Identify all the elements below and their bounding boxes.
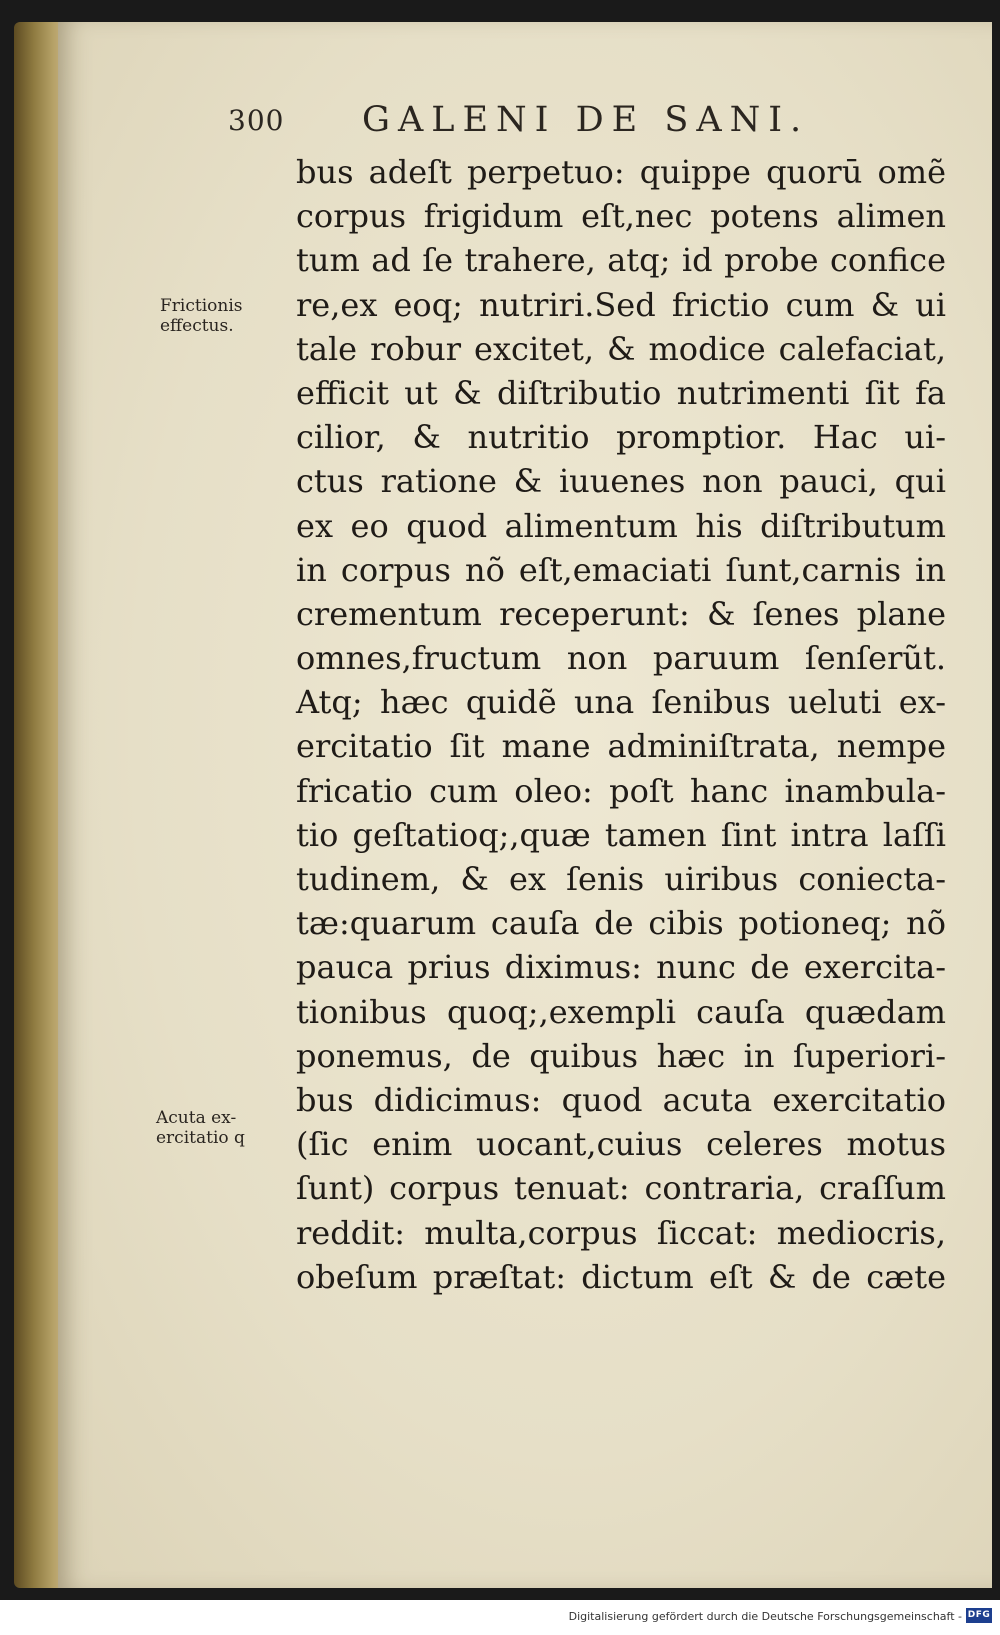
body-line: corpus frigidum eſt,nec potens alimen bbox=[296, 197, 946, 236]
body-line: bus adeſt perpetuo: quippe quorū omẽ bbox=[296, 153, 946, 191]
body-line: tæ:quarum cauſa de cibis potioneq; nõ bbox=[296, 904, 946, 943]
body-line: ponemus, de quibus hæc in ſuperiori- bbox=[296, 1036, 946, 1075]
running-head bbox=[228, 100, 928, 150]
body-line: cilior, & nutritio promptior. Hac ui- bbox=[296, 418, 946, 457]
body-line: in corpus nõ eſt,emaciati ſunt,carnis in bbox=[296, 550, 946, 589]
body-line: fricatio cum oleo: poſt hanc inambula- bbox=[296, 771, 946, 810]
body-line: re,ex eoq; nutriri.Sed frictio cum & ui bbox=[296, 285, 946, 324]
body-line: tum ad ſe trahere, atq; id probe confice bbox=[296, 241, 946, 280]
marginal-note-acuta bbox=[156, 1108, 245, 1148]
running-title: GALENI DE SANI. bbox=[362, 100, 810, 140]
body-line: crementum receperunt: & ſenes plane bbox=[296, 594, 946, 633]
footer-strip bbox=[0, 1600, 1000, 1635]
page-number: 300 bbox=[228, 104, 285, 137]
funding-credit: Digitalisierung gefördert durch die Deutsche Forschungsgemeinschaft - bbox=[568, 1610, 962, 1623]
body-line: tudinem, & ex ſenis uiribus coniecta- bbox=[296, 860, 946, 898]
marginal-note-line: Frictionis bbox=[160, 296, 243, 316]
body-line: tionibus quoq;,exempli cauſa quædam bbox=[296, 992, 946, 1031]
body-line: ctus ratione & iuuenes non pauci, qui bbox=[296, 462, 946, 501]
marginal-note-line: effectus. bbox=[160, 316, 234, 336]
body-line: omnes,fructum non paruum ſenſerũt. bbox=[296, 639, 946, 678]
dfg-logo-icon: DFG bbox=[966, 1608, 992, 1623]
body-line: ſunt) corpus tenuat: contraria, craſſum bbox=[296, 1169, 946, 1208]
body-line: pauca prius diximus: nunc de exercita- bbox=[296, 948, 946, 987]
body-line: efficit ut & diſtributio nutrimenti ſit fa bbox=[296, 373, 946, 412]
body-line: Atq; hæc quidẽ una ſenibus ueluti ex- bbox=[296, 683, 946, 722]
body-line: obeſum præſtat: dictum eſt & de cæte bbox=[296, 1257, 946, 1296]
marginal-note-line: ercitatio q bbox=[156, 1128, 245, 1148]
body-line: ex eo quod alimentum his diſtributum bbox=[296, 506, 946, 545]
marginal-note-frictionis bbox=[160, 296, 243, 336]
body-line: ercitatio ſit mane adminiſtrata, nempe bbox=[296, 727, 946, 766]
marginal-note-line: Acuta ex- bbox=[156, 1108, 237, 1128]
body-line: reddit: multa,corpus ſiccat: mediocris, bbox=[296, 1213, 946, 1252]
body-line: (ſic enim uocant,cuius celeres motus bbox=[296, 1125, 946, 1164]
body-line: tale robur excitet, & modice calefaciat, bbox=[296, 329, 946, 368]
body-line: bus didicimus: quod acuta exercitatio bbox=[296, 1080, 946, 1119]
body-line: tio geſtatioq;,quæ tamen ſint intra laſſi bbox=[296, 815, 946, 854]
body-text bbox=[296, 150, 946, 1299]
